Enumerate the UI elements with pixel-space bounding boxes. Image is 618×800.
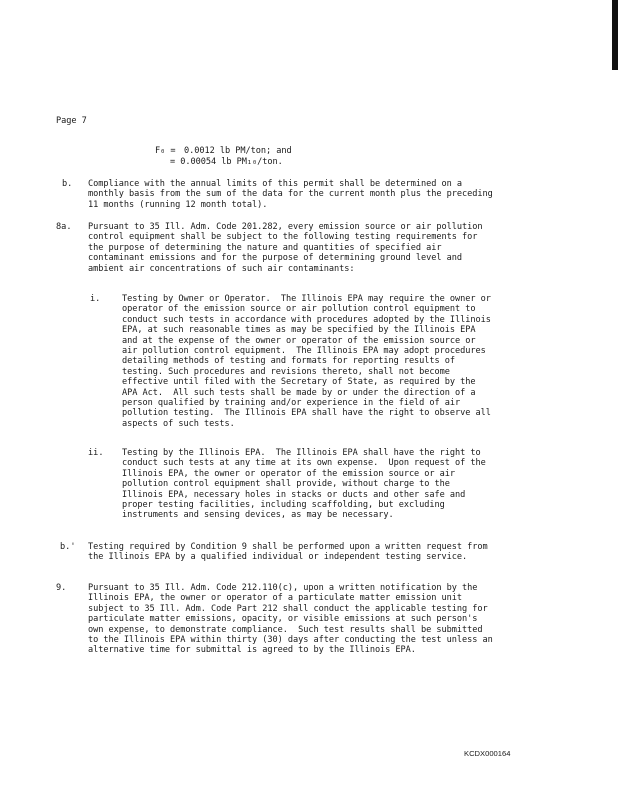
paragraph-b-text: Compliance with the annual limits of this permit shall be determined on a monthly basis from the sum of the data for the current month plus the preceding 11 months (running 12 month total). — [88, 179, 498, 210]
paragraph-8a-marker: 8a. — [56, 222, 72, 232]
equation-line-1: 0.0012 lb PM/ton; and — [184, 146, 292, 156]
paragraph-9-marker: 9. — [56, 583, 67, 593]
equation-line-2: = 0.00054 lb PM₁₀/ton. — [170, 157, 283, 167]
subparagraph-i-text: Testing by Owner or Operator. The Illinois EPA may require the owner or operator of the emission source or air pollution control equipment to conduct such tests in accordance with procedures adopted by the Illinois EPA, at such reasonable times as may be specified by the Illinois EPA and at the expense of the owner or operator of the emission source or air pollution control equipment. The Illinois EPA may adopt procedures detailing methods of testing and formats for reporting results of testing. Such procedures and revisions thereto, shall not become effective until filed with the Secretary of State, as required by the APA Act. All such tests shall be made by or under the direction of a person qualified by training and/or experience in the field of air pollution testing. The Illinois EPA shall have the right to observe all aspects of such tests. — [122, 294, 497, 429]
subparagraph-ii-marker: ii. — [88, 448, 104, 458]
equation-lhs: F₀ = — [155, 146, 176, 156]
paragraph-8a-text: Pursuant to 35 Ill. Adm. Code 201.282, every emission source or air pollution control equipment shall be subject to the following testing requirements for the purpose of determining the nature and quantities of specified air contaminant emissions and for the purpose of determining ground level and ambient air concentrations of such air contaminants: — [88, 222, 488, 274]
page-label: Page 7 — [56, 116, 87, 126]
bates-number: KCDX000164 — [464, 749, 511, 758]
paragraph-b-prime-marker: b.' — [60, 542, 76, 552]
paragraph-9-text: Pursuant to 35 Ill. Adm. Code 212.110(c), upon a written notification by the Illinois EPA, the owner or operator of a particulate matter emission unit subject to 35 Ill. Adm. Code Part 212 shall conduct the applicable testing for particulate matter emissions, opacity, or visible emissions at such person's own expense, to demonstrate compliance. Such test results shall be submitted to the Illinois EPA within thirty (30) days after conducting the test unless an alternative time for submittal is agreed to by the Illinois EPA. — [88, 583, 498, 656]
subparagraph-i-marker: i. — [90, 294, 101, 304]
scan-edge-mark — [612, 0, 618, 70]
paragraph-b-marker: b. — [62, 179, 73, 189]
subparagraph-ii-text: Testing by the Illinois EPA. The Illinois EPA shall have the right to conduct such tests at any time at its own expense. Upon request of the Illinois EPA, the owner or operator of the emission source or air pollution control equipment shall provide, without charge to the Illinois EPA, necessary holes in stacks or ducts and other safe and proper testing facilities, including scaffolding, but excluding instruments and sensing devices, as may be necessary. — [122, 448, 491, 521]
paragraph-b-prime-text: Testing required by Condition 9 shall be performed upon a written request from the Illinois EPA by a qualified individual or independent testing service. — [88, 542, 493, 563]
